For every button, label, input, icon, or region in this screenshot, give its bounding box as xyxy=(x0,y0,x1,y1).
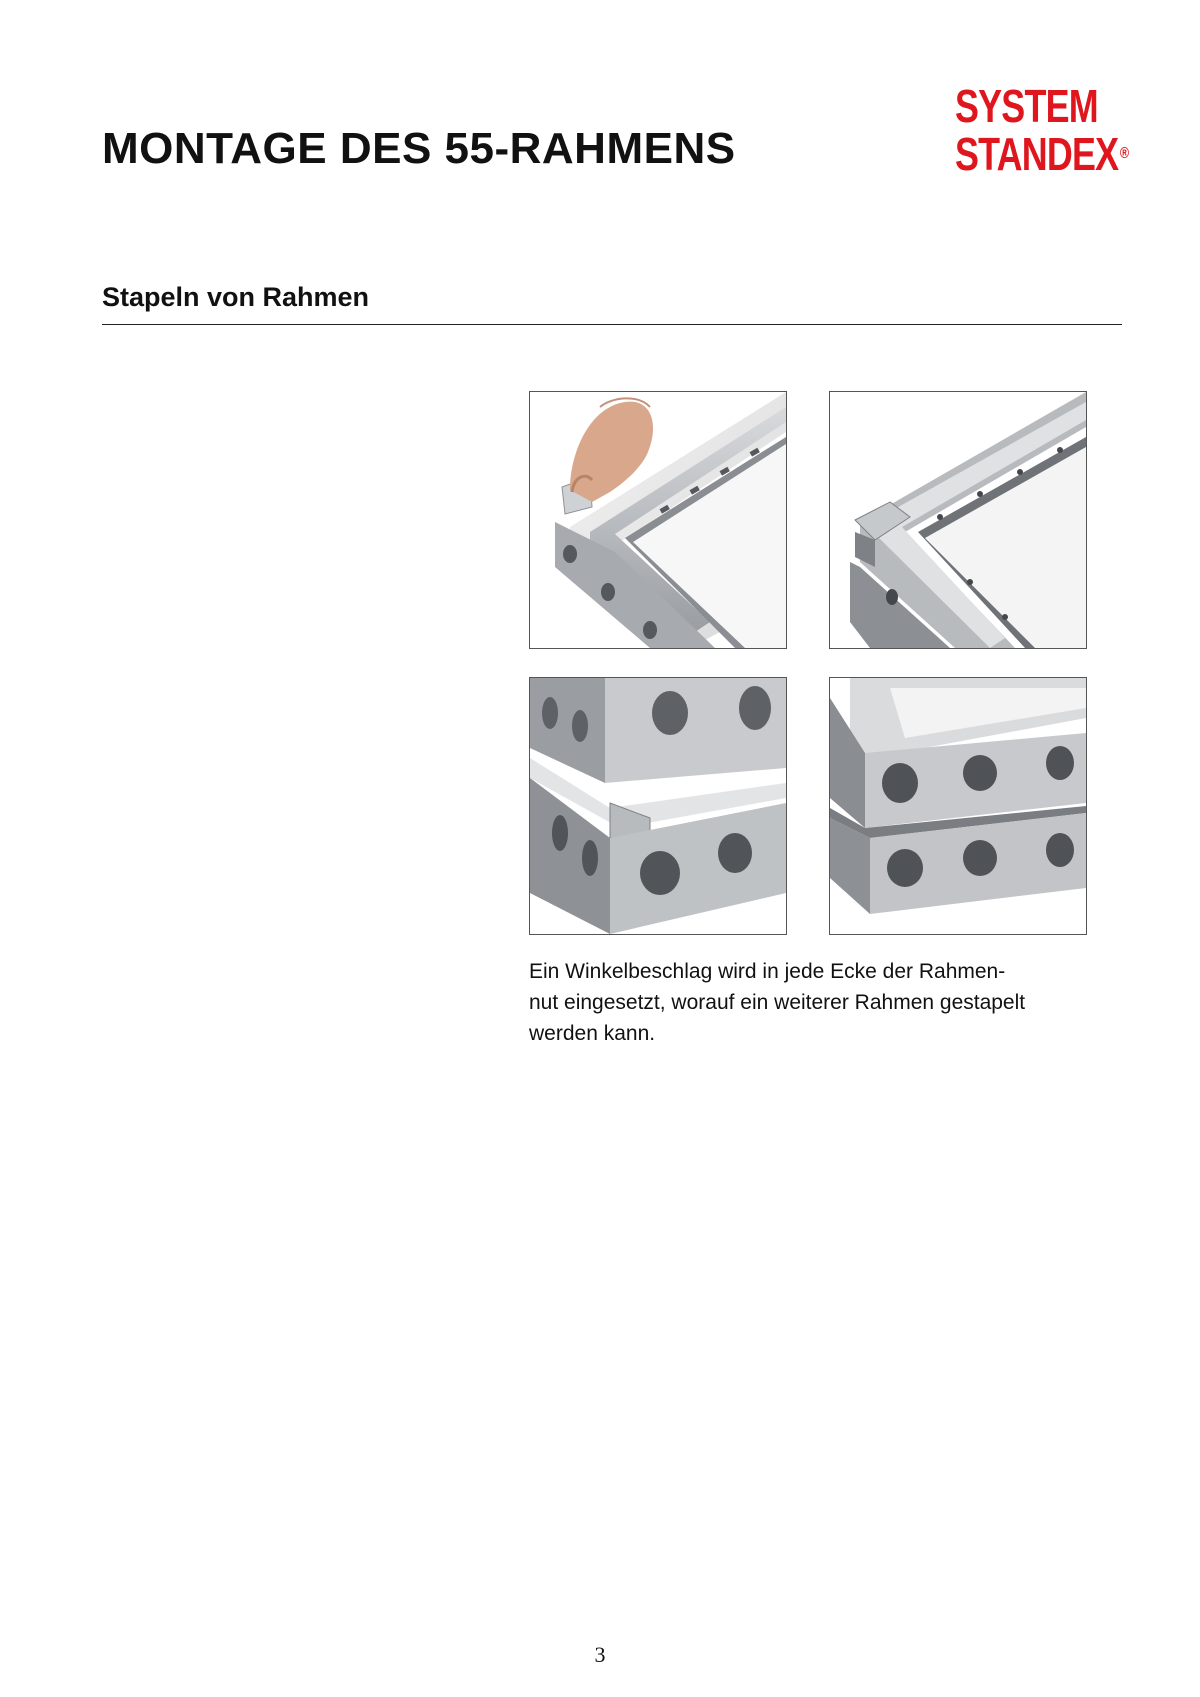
frame-corner-illustration xyxy=(530,392,786,648)
caption-line: werden kann. xyxy=(529,1022,656,1045)
section-divider xyxy=(102,324,1122,325)
registered-mark: ® xyxy=(1119,145,1129,162)
stacked-frames-illustration xyxy=(830,678,1086,934)
caption-line: Ein Winkelbeschlag wird in jede Ecke der Rahmen- xyxy=(529,960,1006,983)
photo-bracket-seated xyxy=(829,391,1087,649)
page-number: 3 xyxy=(594,1642,606,1667)
caption xyxy=(529,956,1059,1049)
logo-line-2: STANDEX® xyxy=(955,128,1129,180)
frame-corner-illustration xyxy=(830,392,1086,648)
stacked-frames-illustration xyxy=(530,678,786,934)
system-standex-logo xyxy=(955,80,1129,192)
photo-frames-stacked xyxy=(829,677,1087,935)
photo-insert-bracket xyxy=(529,391,787,649)
caption-line: nut eingesetzt, worauf ein weiterer Rahmen gestapelt xyxy=(529,991,1026,1014)
photo-stacking-frame xyxy=(529,677,787,935)
section-title: Stapeln von Rahmen xyxy=(102,282,370,312)
page-title: MONTAGE DES 55-RAHMENS xyxy=(102,124,736,173)
logo-line-1: SYSTEM xyxy=(955,80,1098,132)
